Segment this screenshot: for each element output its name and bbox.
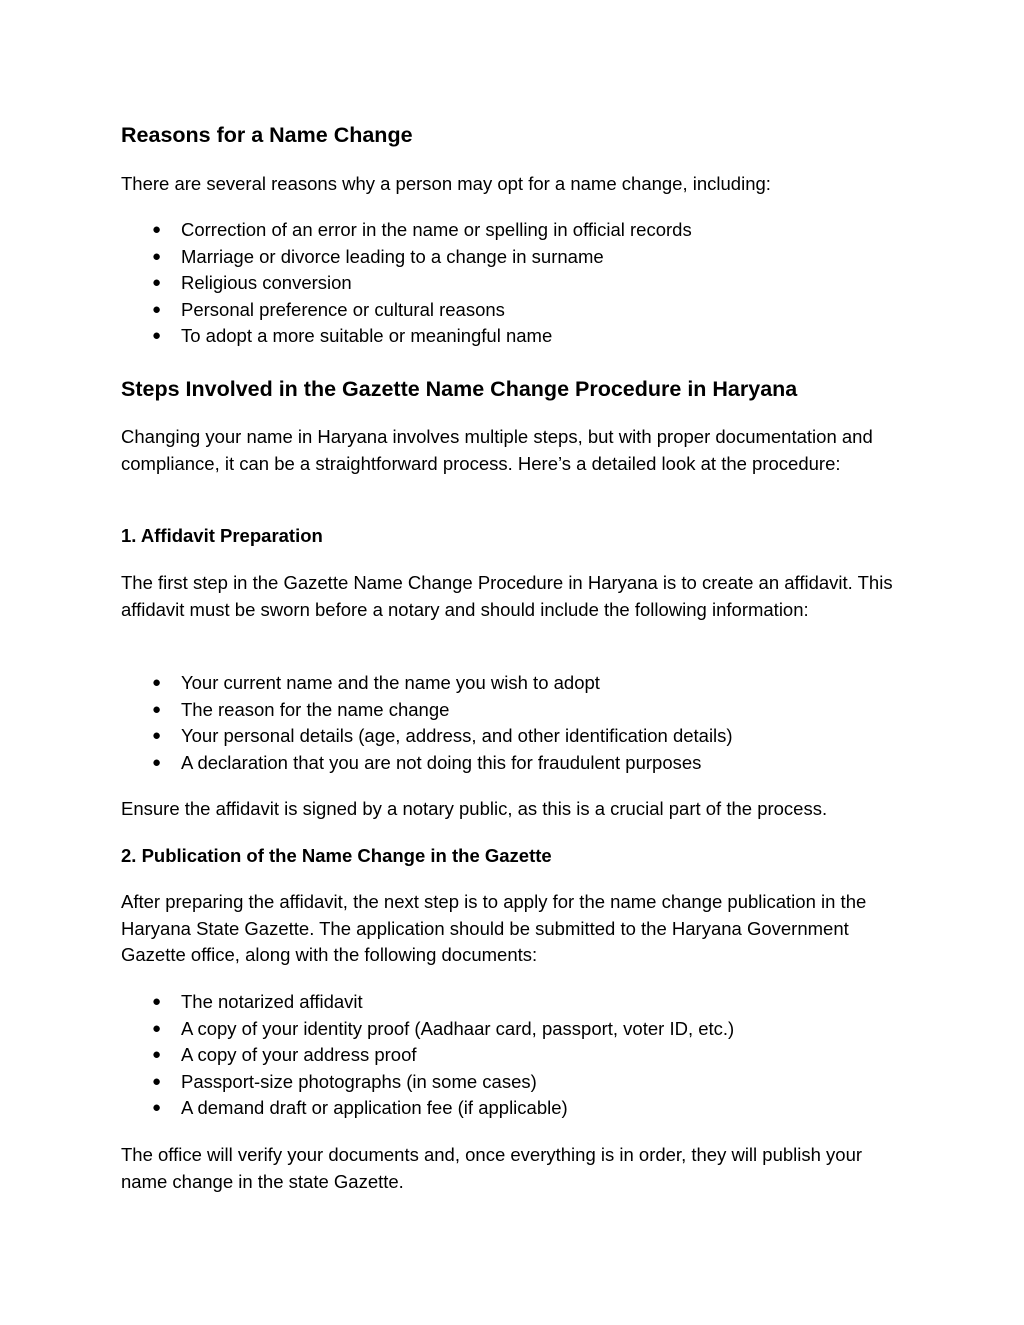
reasons-list xyxy=(121,217,692,350)
affidavit-note: Ensure the affidavit is signed by a notary public, as this is a crucial part of the process. xyxy=(121,798,828,819)
bullet-icon: ● xyxy=(152,1019,162,1037)
publication-note: The office will verify your documents and, once everything is in order, they will publish your name change in the state Gazette. xyxy=(121,1144,863,1192)
affidavit-intro: The first step in the Gazette Name Change Procedure in Haryana is to create an affidavit. This affidavit must be sworn before a notary and should include the following information: xyxy=(121,572,893,620)
list-item: ● Personal preference or cultural reasons xyxy=(121,297,692,324)
bullet-icon: ● xyxy=(152,700,162,718)
bullet-icon: ● xyxy=(152,1099,162,1117)
list-item: ● The notarized affidavit xyxy=(121,989,734,1016)
heading-steps: Steps Involved in the Gazette Name Change Procedure in Haryana xyxy=(121,377,798,401)
reasons-intro: There are several reasons why a person may opt for a name change, including: xyxy=(121,173,771,194)
bullet-icon: ● xyxy=(152,1046,162,1064)
bullet-icon: ● xyxy=(152,753,162,771)
list-item: ● Marriage or divorce leading to a change in surname xyxy=(121,244,692,271)
bullet-icon: ● xyxy=(152,300,162,318)
list-item: ● Correction of an error in the name or spelling in official records xyxy=(121,217,692,244)
heading-affidavit: 1. Affidavit Preparation xyxy=(121,525,323,546)
bullet-icon: ● xyxy=(152,674,162,691)
list-item: ● To adopt a more suitable or meaningful name xyxy=(121,323,692,350)
bullet-icon: ● xyxy=(152,727,162,745)
publication-list xyxy=(121,989,734,1122)
list-item: ● Passport-size photographs (in some cases) xyxy=(121,1069,734,1096)
bullet-icon: ● xyxy=(152,327,162,345)
steps-intro: Changing your name in Haryana involves multiple steps, but with proper documentation and compliance, it can be a straightforward process. Here’s a detailed look at the procedure: xyxy=(121,426,873,474)
bullet-icon: ● xyxy=(152,221,162,238)
affidavit-list xyxy=(121,670,733,776)
list-item: ● A copy of your address proof xyxy=(121,1042,734,1069)
heading-reasons: Reasons for a Name Change xyxy=(121,123,413,147)
list-item: ● A copy of your identity proof (Aadhaar card, passport, voter ID, etc.) xyxy=(121,1016,734,1043)
list-item: ● Your current name and the name you wish to adopt xyxy=(121,670,733,697)
bullet-icon: ● xyxy=(152,247,162,265)
list-item: ● The reason for the name change xyxy=(121,697,733,724)
list-item: ● A declaration that you are not doing this for fraudulent purposes xyxy=(121,750,733,777)
heading-publication: 2. Publication of the Name Change in the Gazette xyxy=(121,845,552,866)
list-item: ● A demand draft or application fee (if applicable) xyxy=(121,1095,734,1122)
list-item: ● Your personal details (age, address, and other identification details) xyxy=(121,723,733,750)
publication-intro: After preparing the affidavit, the next step is to apply for the name change publication in the Haryana State Gazette. The application should be submitted to the Haryana Government Gazette office, along with the following documents: xyxy=(121,891,867,966)
bullet-icon: ● xyxy=(152,993,162,1010)
list-item: ● Religious conversion xyxy=(121,270,692,297)
bullet-icon: ● xyxy=(152,274,162,292)
bullet-icon: ● xyxy=(152,1072,162,1090)
